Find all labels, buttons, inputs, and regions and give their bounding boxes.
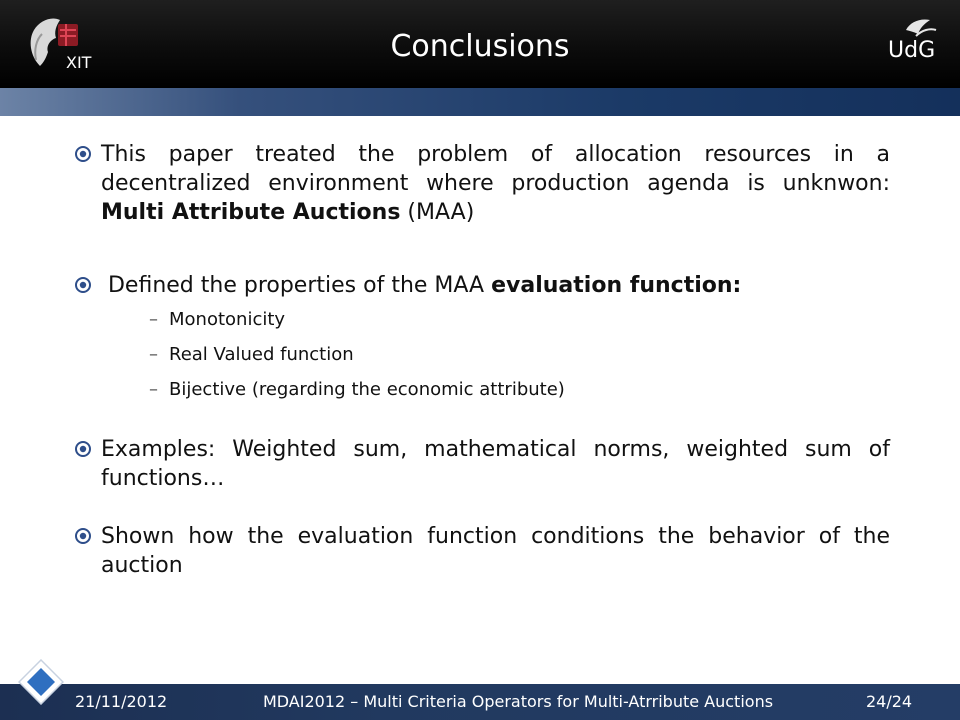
- bullet-item: [74, 522, 890, 580]
- footer-date: 21/11/2012: [75, 692, 168, 711]
- dash-marker: –: [149, 309, 158, 330]
- circled-dot-icon: [74, 440, 92, 458]
- sub-item-text: Monotonicity: [169, 309, 286, 330]
- header-band: [0, 88, 960, 116]
- bullet-item: [74, 140, 890, 227]
- bullet-emphasis: Multi Attribute Auctions: [101, 200, 401, 225]
- bullet-text: (MAA): [400, 200, 475, 225]
- dash-marker: –: [149, 379, 158, 400]
- sub-item: [101, 343, 890, 367]
- slide-content: [74, 140, 890, 580]
- sub-list: [101, 308, 890, 402]
- bullet-text: Defined the properties of the MAA: [101, 273, 492, 298]
- dash-marker: –: [149, 344, 158, 365]
- sub-item-text: Real Valued function: [169, 344, 354, 365]
- bullet-emphasis: evaluation function:: [491, 273, 742, 298]
- page-number: 24/24: [866, 692, 913, 711]
- bullet-item: [74, 271, 890, 402]
- bullet-text: Shown how the evaluation function conditions the behavior of the auction: [101, 524, 890, 578]
- slide-title: Conclusions: [390, 29, 570, 64]
- circled-dot-icon: [74, 276, 92, 294]
- circled-dot-icon: [74, 527, 92, 545]
- bullet-text: This paper treated the problem of allocation resources in a decentralized environment where production agenda is unknwon:: [101, 142, 890, 196]
- bullet-item: [74, 435, 890, 493]
- sub-item: [101, 378, 890, 402]
- udg-logo-text: UdG: [888, 38, 936, 63]
- circled-dot-icon: [74, 145, 92, 163]
- sub-item: [101, 308, 890, 332]
- sub-item-text: Bijective (regarding the economic attribute): [169, 379, 565, 400]
- footer-conference: MDAI2012 – Multi Criteria Operators for Multi-Atrribute Auctions: [262, 692, 774, 711]
- diamond-icon: [18, 659, 64, 705]
- xit-logo-text: XIT: [66, 53, 92, 72]
- bullet-text: Examples: Weighted sum, mathematical norms, weighted sum of functions…: [101, 437, 890, 491]
